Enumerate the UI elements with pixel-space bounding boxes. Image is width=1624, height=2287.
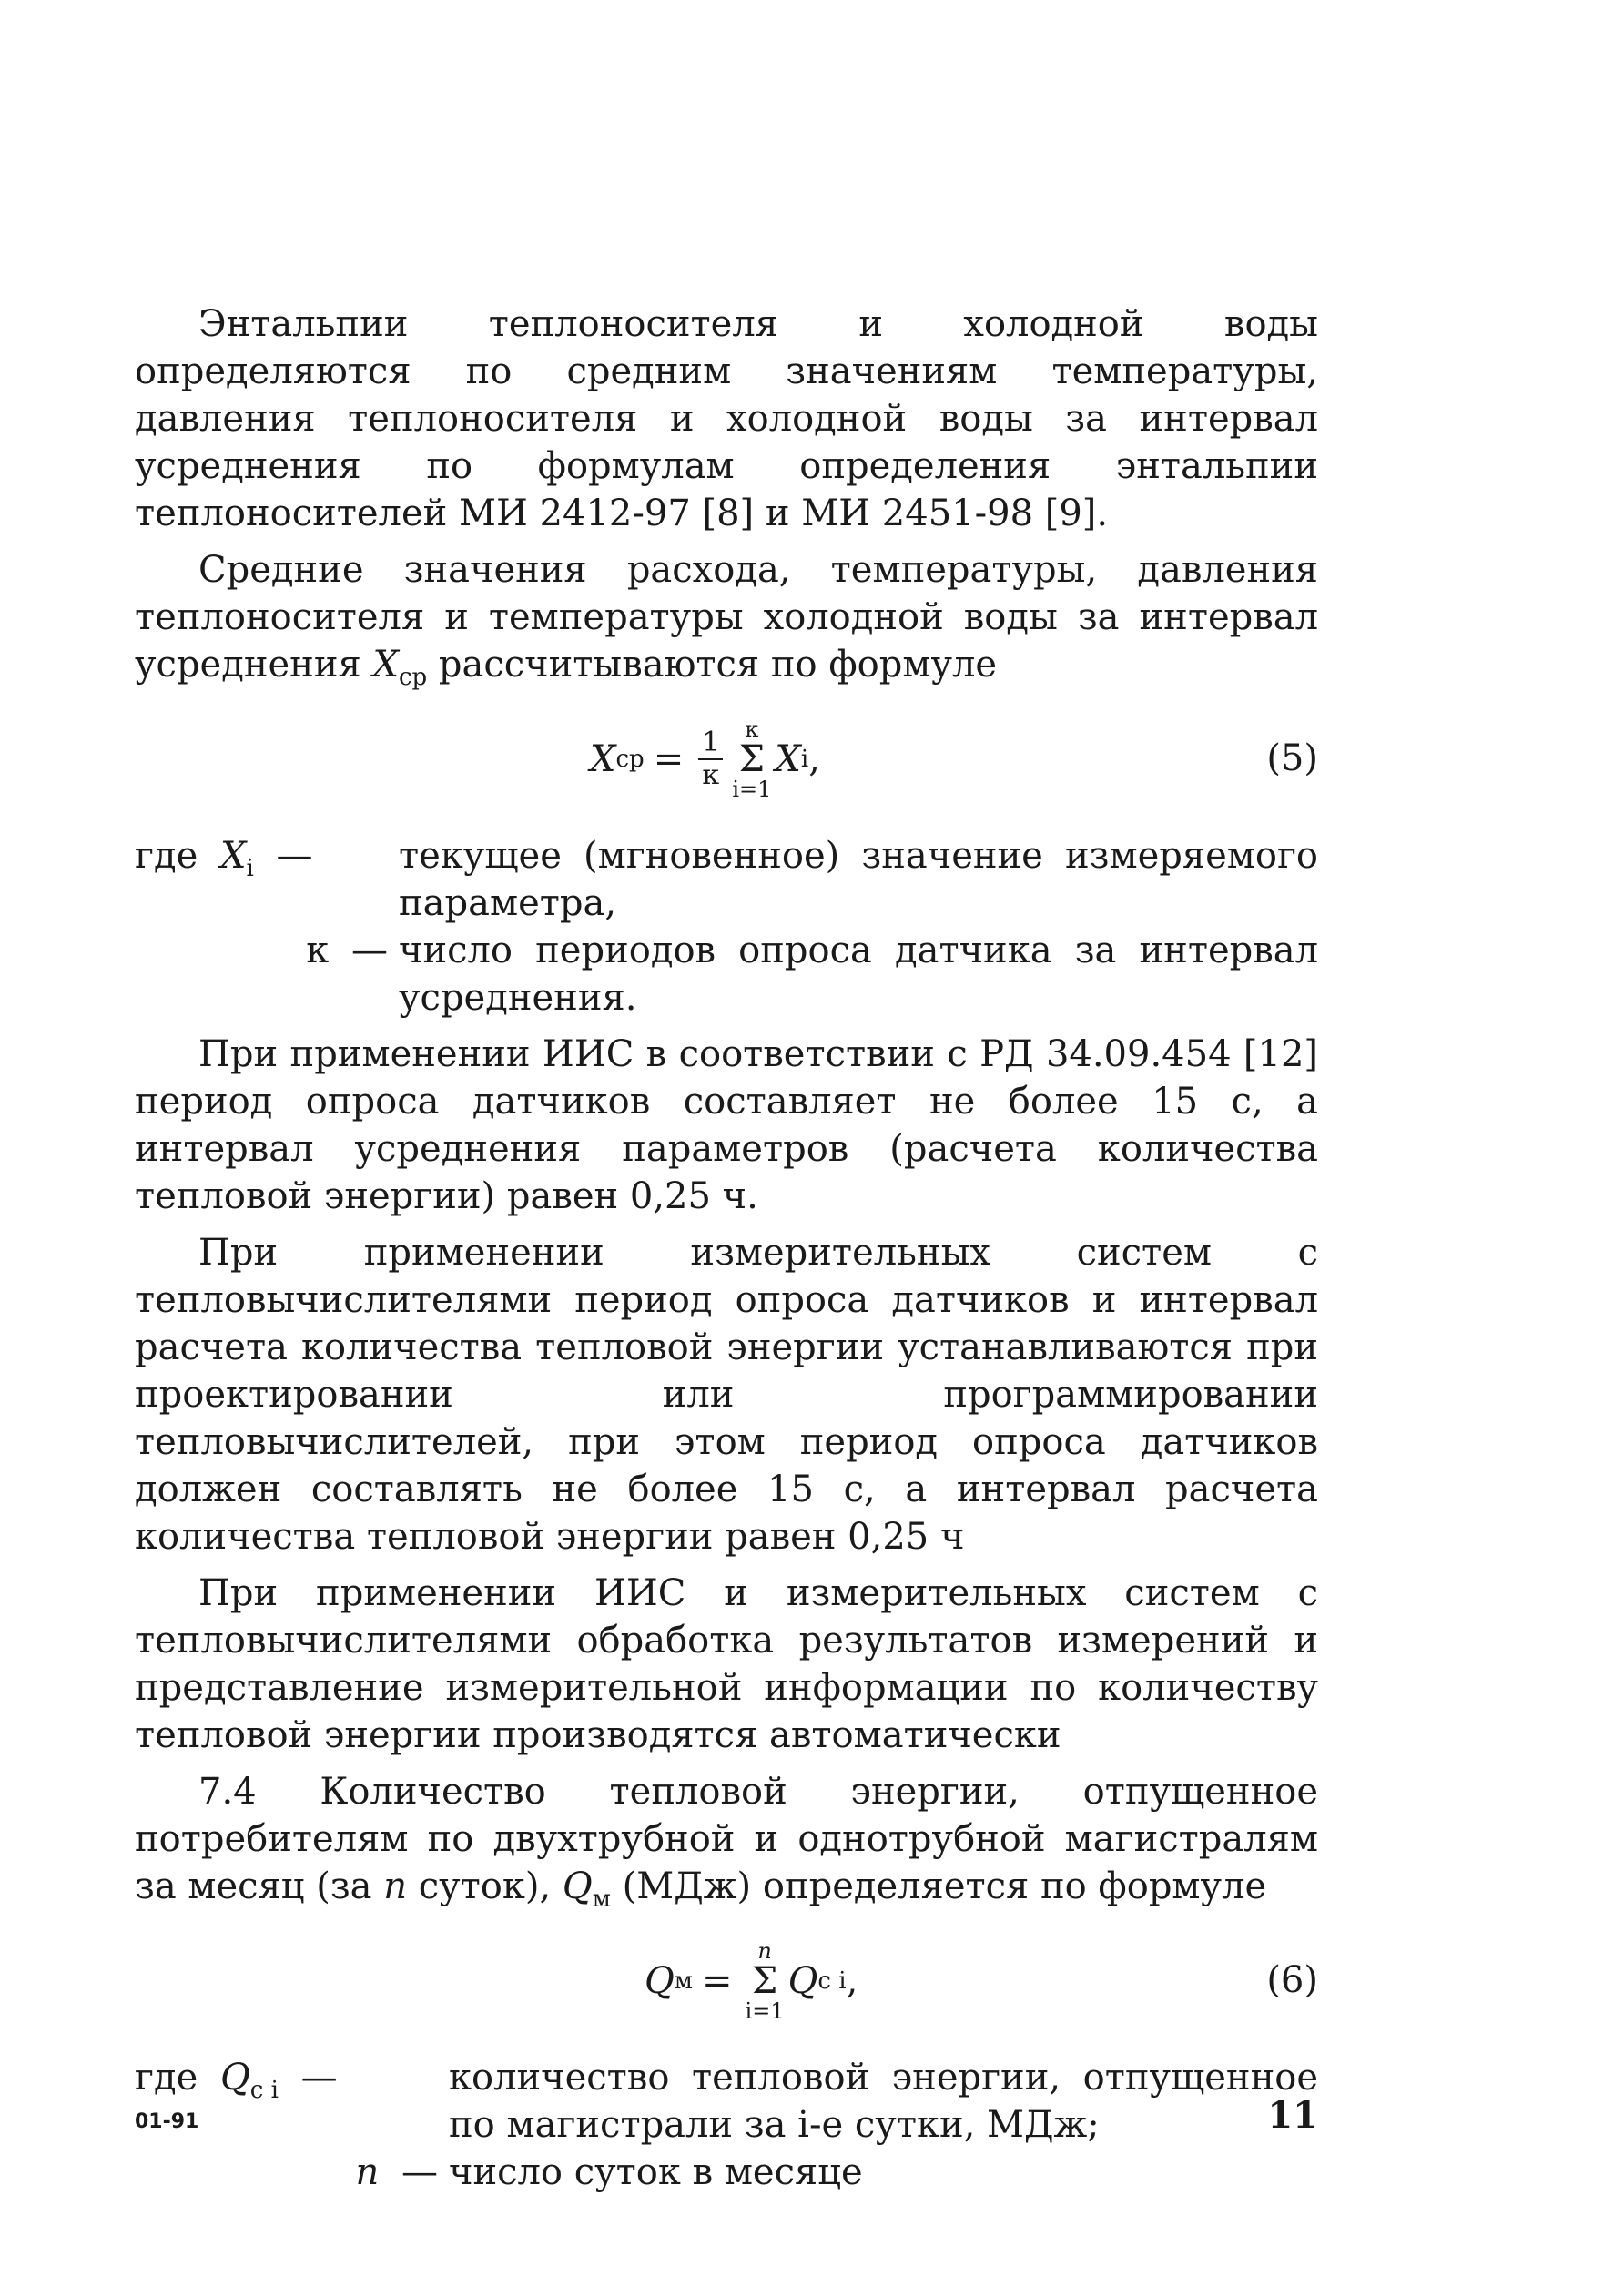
page-footer — [135, 2094, 1318, 2149]
paragraph-text-tail: рассчитываются по формуле — [438, 644, 998, 686]
definition-symbol-subscript: i — [246, 855, 254, 882]
definition-symbol: n — [355, 2151, 380, 2193]
document-page — [135, 300, 1318, 2205]
paragraph-measuring-systems: При применении измерительных систем с тепловычислителями период опроса датчиков и интервал расчета количества тепловой энергии устанавливаются при проектировании или программировании тепловычислителей, при этом период опроса датчиков должен составлять не более 15 с, а интервал расчета количества тепловой энергии равен 0,25 ч — [135, 1232, 1318, 1558]
definition-dash: — — [300, 2057, 338, 2099]
formula-5 — [135, 705, 1318, 814]
formula-5-number: (5) — [1266, 737, 1318, 779]
formula-6 — [135, 1926, 1318, 2036]
paragraph-text-tail: (МДж) определяется по формуле — [622, 1865, 1267, 1907]
definition-where: где — [135, 2057, 198, 2099]
definition-dash: — — [351, 930, 388, 971]
definition-symbol: к — [306, 930, 330, 971]
definition-where: где — [135, 835, 198, 877]
summation-lower-limit: i=1 — [745, 1998, 785, 2024]
formula-6-summation — [746, 1939, 785, 2023]
definition-row — [135, 927, 1318, 1022]
paragraph-iis-polling: При применении ИИС в соответствии с РД 34.09.454 [12] период опроса датчиков составляет не более 15 с, а интервал усреднения параметров (расчета количества тепловой энергии) равен 0,25 ч. — [135, 1033, 1318, 1217]
definition-lead — [135, 927, 399, 1022]
formula-6-term: Q — [787, 1960, 818, 2002]
definition-text: количество тепловой энергии, отпущенное по магистрали за i-е сутки, МДж; — [449, 2057, 1318, 2146]
definition-symbol-subscript: с i — [249, 2077, 279, 2104]
formula-6-expression: Q м = n Σ i=1 Q с i , — [645, 1938, 858, 2024]
definition-lead — [135, 2149, 449, 2196]
variable-x: X — [372, 644, 399, 686]
formula-5-expression: X ср = $\frac{1}{к}$ к Σ i=1 X i , — [590, 717, 820, 802]
paragraph-automatic-processing: При применении ИИС и измерительных систем с тепловычислителями обработка результатов измерений и представление измерительной информации по количеству тепловой энергии производятся автоматически — [135, 1572, 1318, 1756]
summation-sign: Σ — [738, 738, 765, 780]
fraction-denominator: к — [702, 759, 720, 791]
paragraph-text: 7.4 Количество тепловой энергии, отпущенное потребителям по двухтрубной и однотрубной магистралям за месяц (за — [135, 1771, 1318, 1907]
definition-text: число суток в месяце — [449, 2151, 863, 2193]
definition-symbol: X — [219, 835, 247, 877]
formula-6-trailing-comma: , — [846, 1960, 858, 2002]
formula-5-trailing-comma: , — [808, 738, 820, 780]
definition-symbol: Q — [219, 2057, 250, 2099]
fraction-numerator: 1 — [698, 727, 723, 760]
formula-5-lhs: X — [590, 738, 616, 780]
paragraph-text-mid: суток), — [418, 1865, 552, 1907]
paragraph-enthalpy: Энтальпии теплоносителя и холодной воды определяются по средним значениям температуры, давления теплоносителя и холодной воды за интервал усреднения по формулам определения энтальпии теплоносителей МИ 2412-97 [8] и МИ 2451-98 [9]. — [135, 303, 1318, 534]
formula-6-lhs: Q — [645, 1960, 675, 2002]
definition-dash: — — [276, 835, 313, 877]
formula-5-definitions — [135, 832, 1318, 1022]
definition-dash: — — [401, 2151, 438, 2193]
definition-row — [135, 2149, 1318, 2196]
formula-5-summation — [732, 717, 771, 801]
definition-text: текущее (мгновенное) значение измеряемого параметра, — [399, 835, 1318, 924]
definition-text: число периодов опроса датчика за интервал усреднения. — [399, 930, 1318, 1019]
formula-6-equals: = — [702, 1960, 733, 2002]
paragraph-section-7-4 — [135, 1768, 1318, 1913]
paragraph-mean-values — [135, 546, 1318, 691]
print-code: 01-91 — [135, 2110, 199, 2133]
summation-upper-limit: к — [745, 717, 759, 742]
summation-lower-limit: i=1 — [732, 777, 772, 802]
variable-x-subscript: ср — [398, 664, 428, 691]
summation-sign: Σ — [751, 1960, 778, 2002]
summation-upper-limit: n — [757, 1938, 772, 1964]
formula-5-equals: = — [653, 738, 685, 780]
definition-row — [135, 832, 1318, 927]
formula-5-fraction — [698, 727, 723, 791]
variable-q: Q — [562, 1865, 593, 1907]
page-number: 11 — [1267, 2094, 1318, 2137]
formula-6-number: (6) — [1266, 1959, 1318, 2001]
formula-5-term: X — [775, 738, 801, 780]
variable-n: n — [383, 1865, 407, 1907]
paragraph-text: Средние значения расхода, температуры, давления теплоносителя и температуры холодной воды за интервал усреднения — [135, 549, 1318, 686]
variable-q-subscript: м — [592, 1886, 611, 1913]
definition-lead — [135, 832, 399, 927]
